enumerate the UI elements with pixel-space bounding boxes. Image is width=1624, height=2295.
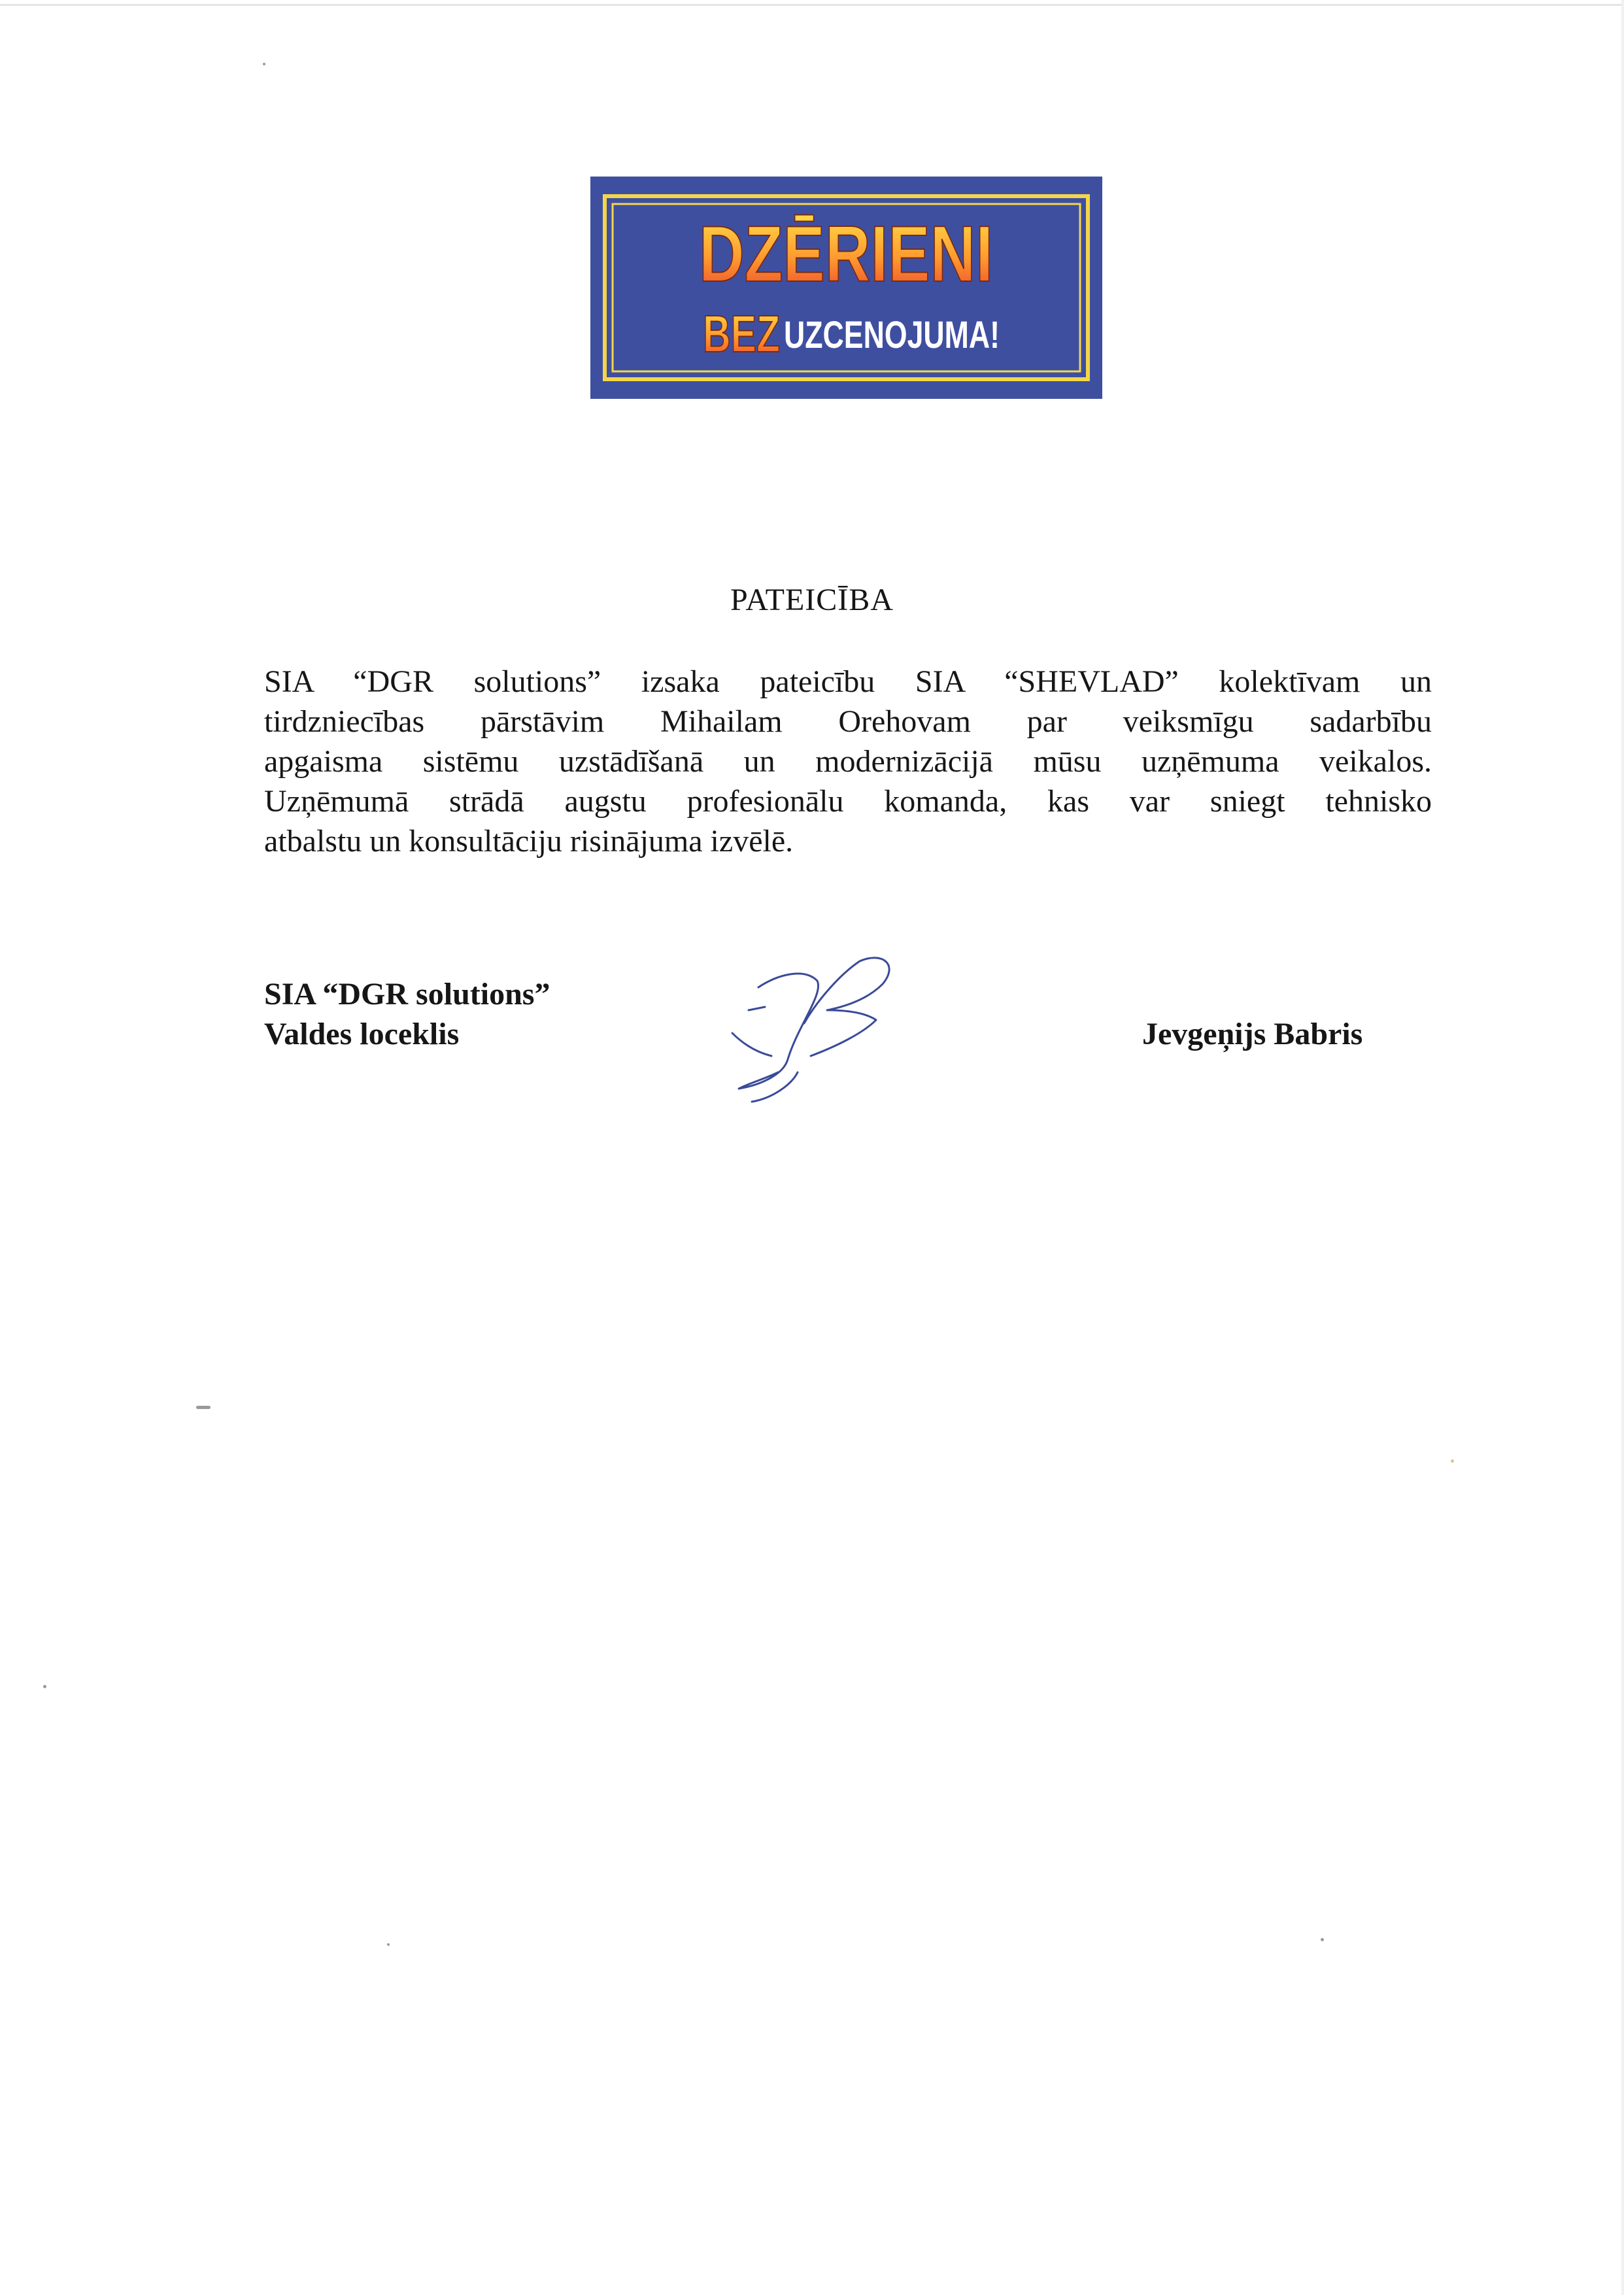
document-title: PATEICĪBA [730, 583, 894, 617]
scan-speck [263, 63, 265, 65]
handwritten-signature [719, 948, 928, 1105]
signatory-details [264, 974, 550, 1054]
scan-border-top [0, 4, 1624, 6]
scan-speck [1451, 1459, 1454, 1463]
logo-text-drinks: DZĒRIENI [699, 209, 993, 298]
scan-speck [43, 1685, 46, 1688]
body-line: SIA “DGR solutions” izsaka pateicību SIA “SHEVLAD” kolektīvam un [264, 664, 1432, 699]
scan-speck [196, 1406, 211, 1409]
body-line: Uzņēmumā strādā augstu profesionālu komanda, kas var sniegt tehnisko [264, 784, 1432, 819]
logo-graphic [590, 177, 1102, 399]
logo-text-bez: BEZ [703, 305, 780, 363]
signatory-position: Valdes loceklis [264, 1017, 460, 1051]
body-paragraph [264, 662, 1432, 861]
scan-speck [387, 1943, 390, 1946]
company-logo [590, 177, 1102, 399]
body-line: atbalstu un konsultāciju risinājuma izvēlē. [264, 824, 794, 858]
logo-text-no-markup: UZCENOJUMA! [784, 314, 1000, 356]
scan-border-right [1621, 0, 1624, 2295]
scan-speck [1321, 1938, 1324, 1941]
body-line: tirdzniecības pārstāvim Mihailam Orehovam par veiksmīgu sadarbību [264, 704, 1432, 739]
signatory-company: SIA “DGR solutions” [264, 977, 550, 1012]
signatory-name: Jevgeņijs Babris [1142, 1017, 1363, 1051]
body-line: apgaisma sistēmu uzstādīšanā un modernizācijā mūsu uzņēmuma veikalos. [264, 744, 1432, 779]
